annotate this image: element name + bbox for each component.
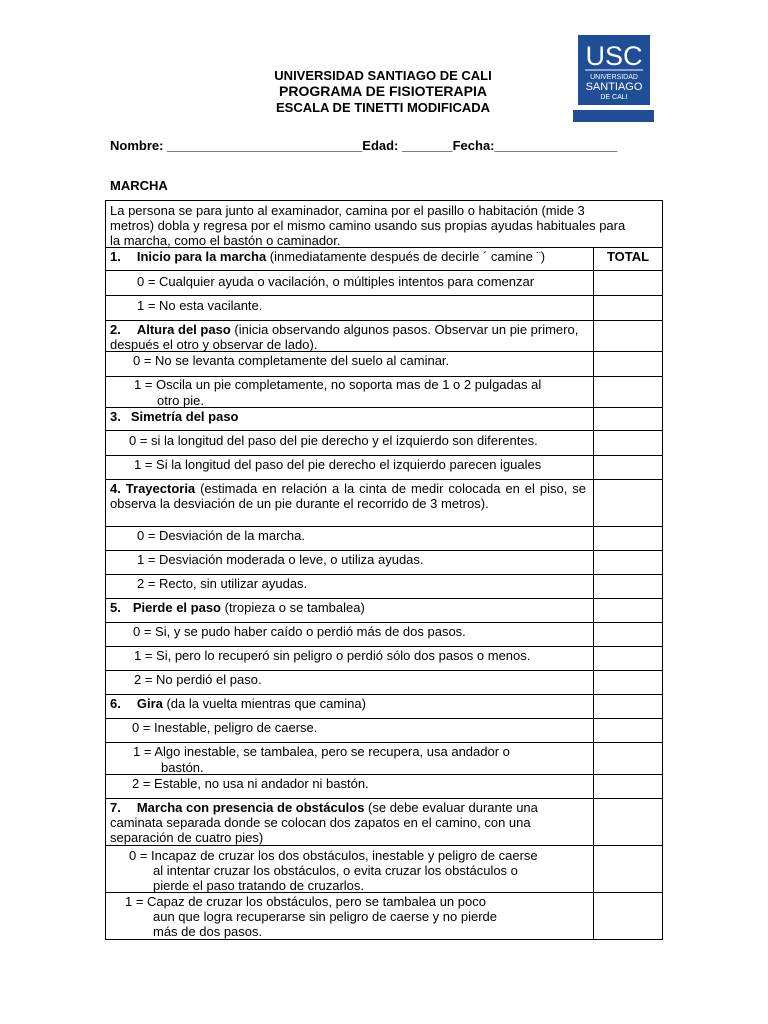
item-5-num: 5. (110, 600, 121, 615)
item-6-desc: (da la vuelta mientras que camina) (162, 696, 366, 711)
item-1-desc: (inmediatamente después de decirle ´ camine ¨) (266, 249, 546, 264)
item-4-desc: (estimada en relación a la cinta de medir colocada en el piso, se observa la desviación de un pie durante el recorrido de 3 metros). (110, 481, 586, 511)
item-2-option-1b: otro pie. (157, 393, 204, 408)
total-header: TOTAL (606, 249, 650, 264)
item-5-option-0: 0 = Si, y se pudo haber caído o perdió más de dos pasos. (133, 624, 466, 639)
item-7-option-1c: más de dos pasos. (153, 924, 263, 939)
item-4-heading (110, 481, 586, 511)
scale-title: ESCALA DE TINETTI MODIFICADA (275, 100, 490, 115)
item-5-option-2: 2 = No perdió el paso. (134, 672, 262, 687)
item-2-heading (110, 322, 590, 352)
item-7-option-0c: pierde el paso tratando de cruzarlos. (153, 878, 365, 893)
item-6-option-2: 2 = Estable, no usa ni andador ni bastón. (132, 776, 369, 791)
item-5-option-1: 1 = Si, pero lo recuperó sin peligro o perdió sólo dos pasos o menos. (134, 648, 531, 663)
item-4-title: Trayectoria (125, 481, 196, 496)
item-2-title: Altura del paso (136, 322, 231, 337)
item-2-option-0: 0 = No se levanta completamente del suelo al caminar. (133, 353, 450, 368)
university-name: UNIVERSIDAD SANTIAGO DE CALI (274, 68, 492, 83)
item-1-heading (110, 249, 590, 264)
item-1-option-1: 1 = No esta vacilante. (137, 298, 263, 313)
item-6-option-1b: bastón. (161, 760, 204, 775)
item-6-heading (110, 696, 590, 711)
item-2-option-1a: 1 = Oscila un pie completamente, no soporta mas de 1 o 2 pulgadas al (134, 377, 542, 392)
item-7-option-1b: aun que logra recuperarse sin peligro de caerse y no pierde (153, 909, 497, 924)
logo-line1: UNIVERSIDAD (590, 74, 638, 81)
item-2-desc: (inicia observando algunos pasos. Observar un pie primero, después el otro y observar de lado). (110, 322, 579, 352)
intro-text: La persona se para junto al examinador, camina por el pasillo o habitación (mide 3 metros) dobla y regresa por el mismo camino usando sus propias ayudas habituales para la marcha, como el bastón o caminador. (110, 203, 626, 248)
item-1-option-0: 0 = Cualquier ayuda o vacilación, o múltiples intentos para comenzar (137, 274, 535, 289)
item-7-option-0b: al intentar cruzar los obstáculos, o evita cruzar los obstáculos o (153, 863, 518, 878)
patient-info-line: Nombre: ___________________________Edad: _______Fecha:_________________ (110, 138, 618, 153)
item-3-heading (110, 409, 590, 424)
item-7-option-0a: 0 = Incapaz de cruzar los dos obstáculos, inestable y peligro de caerse (129, 848, 538, 863)
program-name: PROGRAMA DE FISIOTERAPIA (279, 83, 487, 99)
item-7-title: Marcha con presencia de obstáculos (136, 800, 365, 815)
item-7-num: 7. (110, 800, 121, 815)
item-1-num: 1. (110, 249, 121, 264)
item-5-title: Pierde el paso (132, 600, 221, 615)
item-5-heading (110, 600, 590, 615)
logo-line2: SANTIAGO (585, 81, 643, 93)
item-2-num: 2. (110, 322, 121, 337)
item-4-option-2: 2 = Recto, sin utilizar ayudas. (137, 576, 308, 591)
item-6-title: Gira (136, 696, 163, 711)
item-7-desc: (se debe evaluar durante una caminata separada donde se colocan dos zapatos en el camino, con una separación de cuatro pies) (110, 800, 538, 845)
item-6-num: 6. (110, 696, 121, 711)
item-3-option-0: 0 = si la longitud del paso del pie derecho y el izquierdo son diferentes. (129, 433, 538, 448)
item-1-title: Inicio para la marcha (136, 249, 267, 264)
item-5-desc: (tropieza o se tambalea) (221, 600, 365, 615)
item-3-title: Simetría del paso (130, 409, 239, 424)
item-4-option-1: 1 = Desviación moderada o leve, o utiliza ayudas. (137, 552, 424, 567)
item-4-num: 4. (110, 481, 121, 496)
item-6-option-1a: 1 = Algo inestable, se tambalea, pero se recupera, usa andador o (133, 744, 510, 759)
item-3-num: 3. (110, 409, 121, 424)
item-6-option-0: 0 = Inestable, peligro de caerse. (132, 720, 318, 735)
item-7-option-1a: 1 = Capaz de cruzar los obstáculos, pero se tambalea un poco (125, 894, 486, 909)
logo-abbr: USC (585, 41, 643, 71)
item-4-option-0: 0 = Desviación de la marcha. (137, 528, 306, 543)
item-7-heading (110, 800, 590, 845)
item-3-option-1: 1 = Si la longitud del paso del pie derecho el izquierdo parecen iguales (134, 457, 542, 472)
logo-line3: DE CALI (600, 94, 628, 101)
section-title: MARCHA (110, 178, 168, 193)
